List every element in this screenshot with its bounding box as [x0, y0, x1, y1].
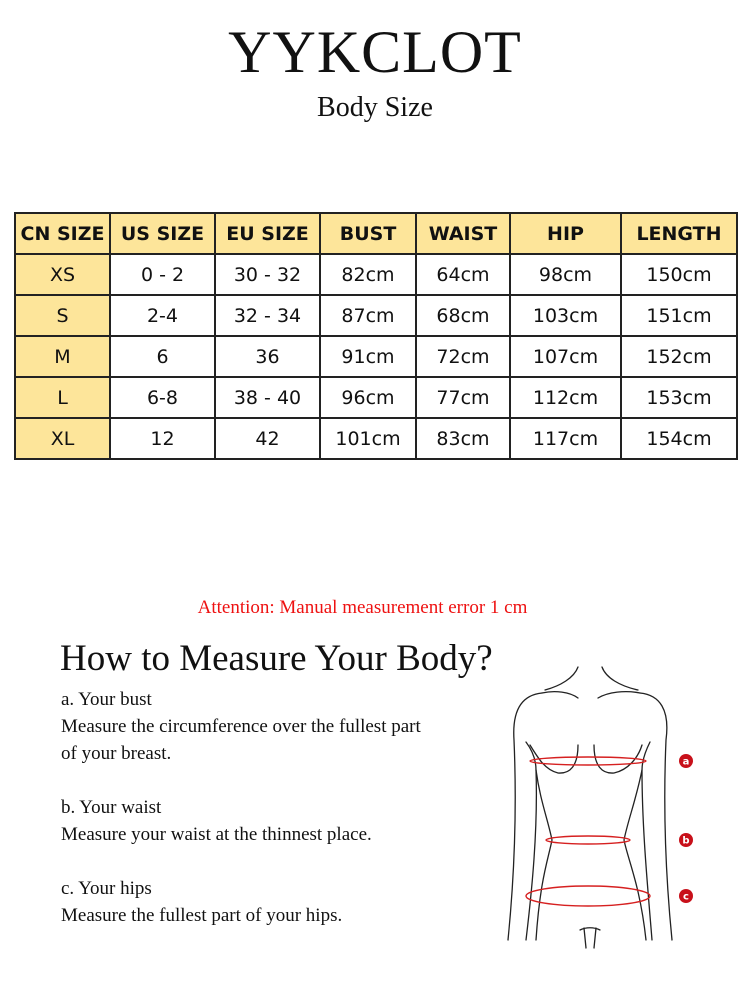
column-header: US SIZE [110, 213, 215, 254]
table-row [15, 377, 737, 418]
page-subtitle: Body Size [317, 92, 433, 123]
brand-title: YYKCLOT [228, 19, 522, 85]
table-cell: 2-4 [110, 295, 215, 336]
table-cell: 83cm [416, 418, 510, 459]
measurement-steps [61, 686, 421, 929]
step-hips-text: Measure the fullest part of your hips. [61, 905, 343, 926]
table-cell: 82cm [320, 254, 416, 295]
size-label: M [15, 336, 110, 377]
step-hips-label: c. Your hips [61, 878, 152, 899]
column-header: BUST [320, 213, 416, 254]
size-label: L [15, 377, 110, 418]
guide-title: How to Measure Your Body? [60, 638, 493, 679]
table-cell: 64cm [416, 254, 510, 295]
size-label: XS [15, 254, 110, 295]
table-cell: 153cm [621, 377, 737, 418]
size-label: S [15, 295, 110, 336]
step-waist-label: b. Your waist [61, 797, 162, 818]
table-cell: 117cm [510, 418, 621, 459]
table-cell: 87cm [320, 295, 416, 336]
table-row [15, 295, 737, 336]
attention-note: Attention: Manual measurement error 1 cm [197, 597, 528, 618]
column-header: EU SIZE [215, 213, 320, 254]
table-cell: 0 - 2 [110, 254, 215, 295]
table-cell: 36 [215, 336, 320, 377]
table-cell: 6-8 [110, 377, 215, 418]
table-cell: 151cm [621, 295, 737, 336]
table-row [15, 336, 737, 377]
table-cell: 68cm [416, 295, 510, 336]
table-cell: 38 - 40 [215, 377, 320, 418]
step-bust-label: a. Your bust [61, 689, 152, 710]
column-header: WAIST [416, 213, 510, 254]
table-cell: 6 [110, 336, 215, 377]
table-row [15, 418, 737, 459]
table-cell: 98cm [510, 254, 621, 295]
svg-text:c: c [683, 891, 689, 903]
table-cell: 91cm [320, 336, 416, 377]
table-cell: 154cm [621, 418, 737, 459]
table-cell: 103cm [510, 295, 621, 336]
table-cell: 77cm [416, 377, 510, 418]
column-header: CN SIZE [15, 213, 110, 254]
step-waist-text: Measure your waist at the thinnest place. [61, 824, 372, 845]
table-row [15, 254, 737, 295]
svg-text:a: a [682, 756, 690, 768]
marker-icons [679, 754, 693, 903]
step-bust-text: Measure the circumference over the fullest part [61, 716, 421, 737]
svg-text:b: b [682, 835, 690, 847]
table-cell: 112cm [510, 377, 621, 418]
table-cell: 96cm [320, 377, 416, 418]
table-cell: 12 [110, 418, 215, 459]
step-bust-text-cont: of your breast. [61, 743, 172, 764]
table-cell: 32 - 34 [215, 295, 320, 336]
table-header-row [15, 213, 737, 254]
body-figure-illustration [490, 650, 720, 960]
column-header: LENGTH [621, 213, 737, 254]
table-cell: 150cm [621, 254, 737, 295]
column-header: HIP [510, 213, 621, 254]
size-label: XL [15, 418, 110, 459]
table-cell: 30 - 32 [215, 254, 320, 295]
table-cell: 152cm [621, 336, 737, 377]
table-cell: 72cm [416, 336, 510, 377]
table-cell: 101cm [320, 418, 416, 459]
table-cell: 42 [215, 418, 320, 459]
size-chart-table [14, 212, 738, 460]
table-cell: 107cm [510, 336, 621, 377]
